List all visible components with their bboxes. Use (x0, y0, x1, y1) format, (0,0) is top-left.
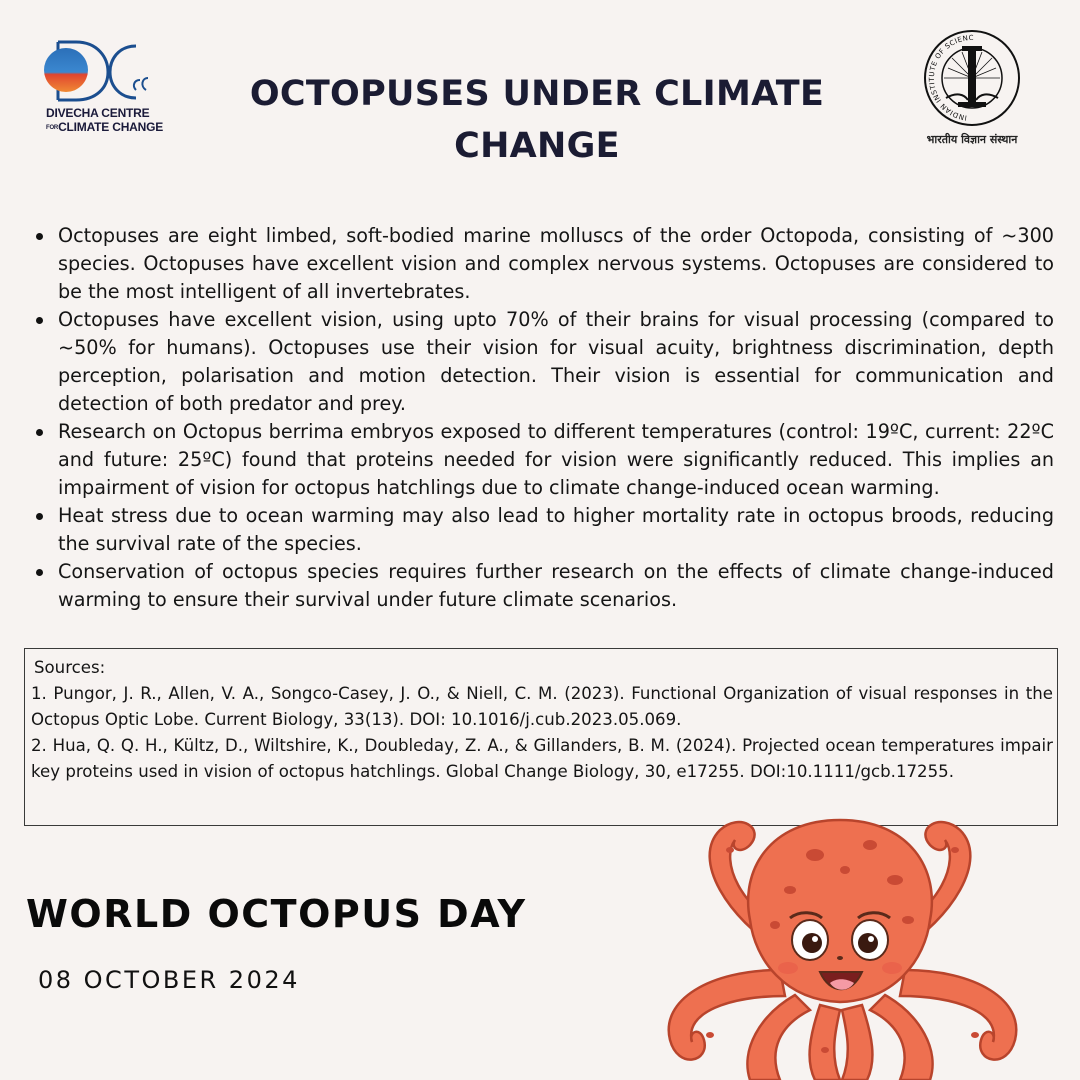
divecha-logo-icon (36, 36, 166, 106)
event-date: 08 OCTOBER 2024 (38, 966, 300, 994)
event-title: WORLD OCTOPUS DAY (26, 892, 527, 936)
fact-item: Octopuses have excellent vision, using upto 70% of their brains for visual processing (compared to ~50% for humans). Octopuses use their vision for visual acuity, brightness discrimination, depth perception, polarisation and motion detection. Their vision is essential for communication and detection of both predator and prey. (28, 306, 1054, 418)
fact-item: Heat stress due to ocean warming may also lead to higher mortality rate in octopus broods, reducing the survival rate of the species. (28, 502, 1054, 558)
org-name-line1: DIVECHA CENTRE (46, 106, 150, 120)
iisc-ring-text: INDIAN INSTITUTE OF SCIENC (927, 33, 975, 122)
org-name-line2: CLIMATE CHANGE (58, 120, 164, 134)
sources-heading: Sources: (34, 658, 106, 677)
fact-item: Octopuses are eight limbed, soft-bodied marine molluscs of the order Octopoda, consisting of ~300 species. Octopuses have excellent vision and complex nervous systems. Octopuses are considered to be the most intelligent of all invertebrates. (28, 222, 1054, 306)
fact-item: Research on Octopus berrima embryos exposed to different temperatures (control: 19ºC, current: 22ºC and future: 25ºC) found that proteins needed for vision were significantly reduced. This implies an impairment of vision for octopus hatchlings due to climate change-induced ocean warming. (28, 418, 1054, 502)
org-name-for: FOR (46, 124, 59, 131)
iisc-emblem-icon (912, 28, 1032, 132)
iisc-logo (912, 28, 1032, 158)
page-title: OCTOPUSES UNDER CLIMATE CHANGE (249, 74, 825, 166)
cartoon-octopus-icon (640, 800, 1060, 1080)
divecha-logo (36, 36, 166, 146)
fact-item: Conservation of octopus species requires further research on the effects of climate change-induced warming to ensure their survival under future climate scenarios. (28, 558, 1054, 614)
fact-list (28, 222, 1054, 614)
iisc-hindi-name: भारतीय विज्ञान संस्थान (926, 133, 1018, 146)
source-item: 2. Hua, Q. Q. H., Kültz, D., Wiltshire, K., Doubleday, Z. A., & Gillanders, B. M. (2024). Projected ocean temperatures impair key proteins used in vision of octopus hatchlings. Global Change Biology, 30, e17255. DOI:10.1111/gcb.17255. (31, 736, 1053, 781)
source-item: 1. Pungor, J. R., Allen, V. A., Songco-Casey, J. O., & Niell, C. M. (2023). Functional Organization of visual responses in the Octopus Optic Lobe. Current Biology, 33(13). DOI: 10.1016/j.cub.2023.05.069. (31, 684, 1053, 729)
